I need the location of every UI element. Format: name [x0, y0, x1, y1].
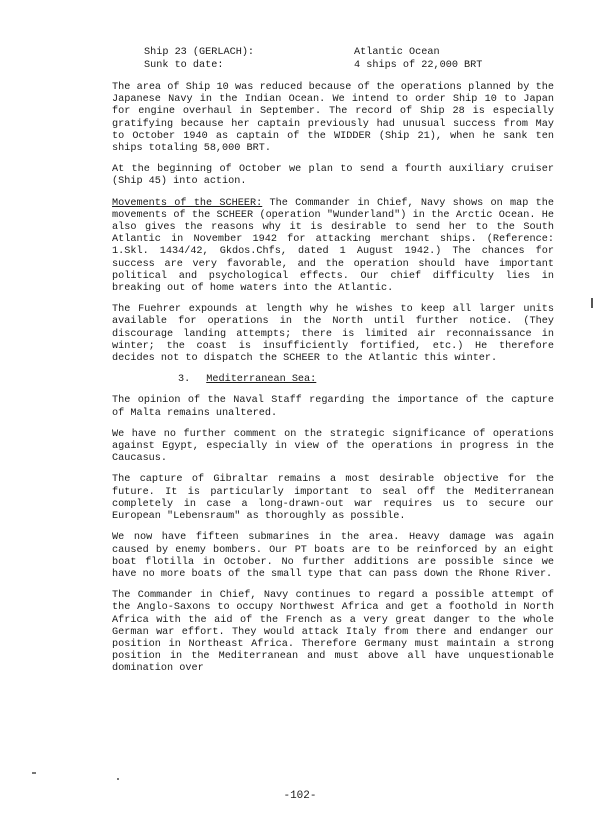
- scan-speck: [32, 772, 36, 774]
- sunk-label: Sunk to date:: [144, 60, 224, 71]
- paragraph-scheer: [112, 198, 554, 296]
- header-row-sunk: [144, 59, 564, 72]
- paragraph-auxiliary-cruiser: At the beginning of October we plan to send a fourth auxiliary cruiser (Ship 45) into action.: [112, 164, 554, 188]
- body-text: [112, 82, 554, 685]
- scan-speck: [117, 778, 119, 780]
- ship-location: Atlantic Ocean: [354, 47, 440, 58]
- scheer-text: The Commander in Chief, Navy shows on map the movements of the SCHEER (operation "Wunderland") in the Arctic Ocean. He also gives the reasons why it is desirable to send her to the South Atlantic in November 1942 for attacking merchant ships. (Reference: 1.Skl. 1434/42, Gkdos.Chfs, dated 1 August 1942.) The chances for success are very favorable, and the operation should have important political and psychological effects. Our chief difficulty lies in breaking out of home waters into the Atlantic.: [112, 197, 554, 295]
- margin-mark: [591, 298, 593, 308]
- section-heading-mediterranean: [112, 374, 554, 386]
- paragraph-malta: The opinion of the Naval Staff regarding the importance of the capture of Malta remains unaltered.: [112, 395, 554, 419]
- paragraph-ship-10: The area of Ship 10 was reduced because of the operations planned by the Japanese Navy in the Indian Ocean. We intend to order Ship 10 to Japan for engine overhaul in September. The record of Ship 28 is especially gratifying because her captain previously had unusual success from May to October 1940 as captain of the WIDDER (Ship 21), when he sank ten ships totaling 58,000 BRT.: [112, 82, 554, 155]
- ship-report-header: [144, 46, 564, 72]
- section-title: Mediterranean Sea:: [206, 374, 317, 386]
- sunk-value: 4 ships of 22,000 BRT: [354, 60, 483, 71]
- header-row-ship: [144, 46, 564, 59]
- paragraph-egypt: We have no further comment on the strategic significance of operations against Egypt, especially in view of the operations in progress in the Caucasus.: [112, 428, 554, 465]
- ship-label: Ship 23 (GERLACH):: [144, 47, 255, 58]
- paragraph-submarines: We now have fifteen submarines in the area. Heavy damage was again caused by enemy bombers. Our PT boats are to be reinforced by an eight boat flotilla in October. No further additions are possible since we have no more boats of the small type that can pass down the Rhone River.: [112, 532, 554, 580]
- scheer-heading: Movements of the SCHEER:: [112, 197, 263, 209]
- page-number: -102-: [283, 790, 317, 802]
- paragraph-gibraltar: The capture of Gibraltar remains a most desirable objective for the future. It is particularly important to seal off the Mediterranean completely in case a long-drawn-out war requires us to secure our European "Lebensraum" as thoroughly as possible.: [112, 474, 554, 523]
- paragraph-fuehrer: The Fuehrer expounds at length why he wishes to keep all larger units available for operations in the North until further notice. (They discourage landing attempts; there is limited air reconnaissance in winter; the coast is insufficiently fortified, etc.) He therefore decides not to dispatch the SCHEER to the Atlantic this winter.: [112, 304, 554, 365]
- section-number: 3.: [178, 374, 191, 386]
- paragraph-north-africa: The Commander in Chief, Navy continues to regard a possible attempt of the Anglo-Saxons to occupy Northwest Africa and get a foothold in North Africa with the aid of the French as a very great danger to the whole German war effort. They would attack Italy from there and endanger our position in Northeast Africa. Therefore Germany must maintain a strong position in the Mediterranean and must above all have unquestionable domination over: [112, 590, 554, 675]
